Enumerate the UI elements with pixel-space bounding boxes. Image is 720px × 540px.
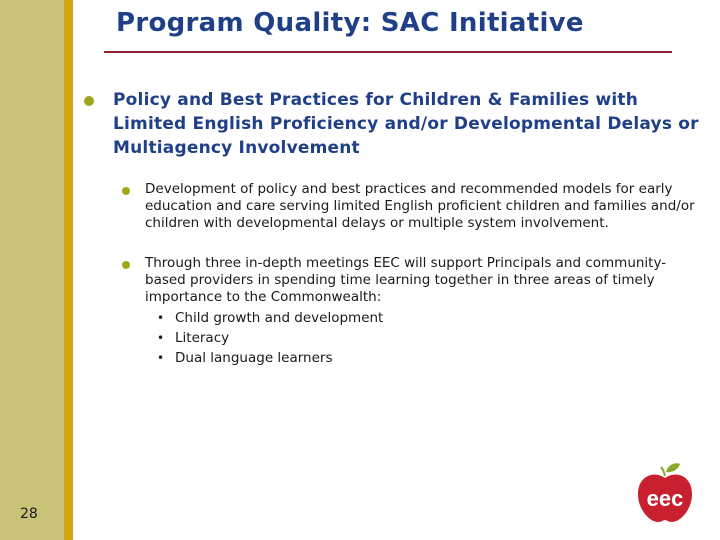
list-item: • Literacy [157,328,700,348]
logo-text: eec [646,486,684,511]
main-bullet-icon [84,96,94,106]
left-accent-stripe [64,0,73,540]
sub-bullet-icon [122,261,130,269]
sub-point-1: Development of policy and best practices and recommended models for early education and care serving limited English proficient children and families and/or children with developmental delays or multiple system involvement. [145,181,695,231]
left-decorative-band [0,0,64,540]
apple-logo-icon [632,460,698,526]
sub-point-2 [145,255,700,368]
sub-bullet-icon [122,187,130,195]
slide-title: Program Quality: SAC Initiative [116,8,584,38]
focus-areas-list [145,308,700,368]
page-number: 28 [20,506,38,522]
title-underline [104,51,672,53]
sub-point-2-text: Through three in-depth meetings EEC will support Principals and community-based providers in spending time learning together in three areas of timely importance to the Commonwealth: [145,255,667,305]
main-point: Policy and Best Practices for Children & Families with Limited English Proficiency and/or Developmental Delays or Multiagency Involvement [113,90,699,158]
list-item: • Dual language learners [157,348,700,368]
list-item: • Child growth and development [157,308,700,328]
eec-logo [632,460,698,526]
